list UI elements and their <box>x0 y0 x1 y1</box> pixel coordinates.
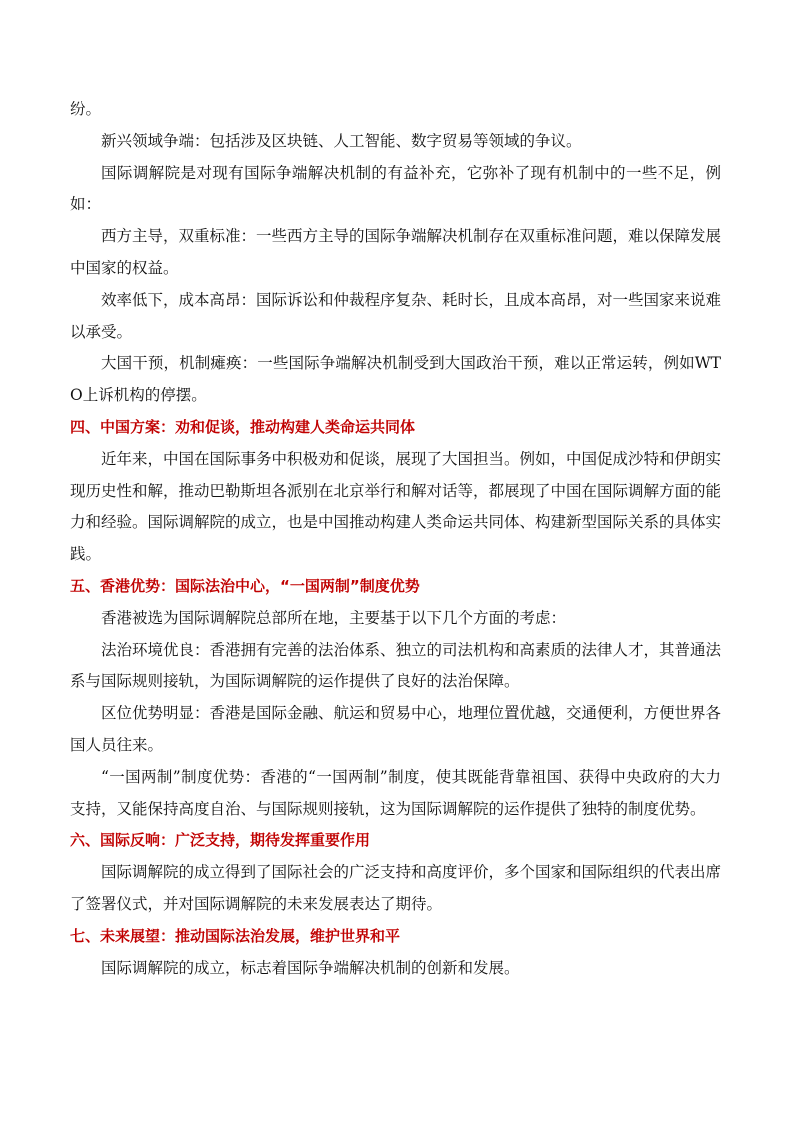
section-heading-5: 五、香港优势：国际法治中心，“一国两制”制度优势 <box>70 576 420 595</box>
section-heading-7: 七、未来展望：推动国际法治发展，维护世界和平 <box>70 926 401 945</box>
paragraph-interference: 大国干预，机制瘫痪：一些国际争端解决机制受到大国政治干预，难以正常运转，例如WTO上诉机构的停摆。 <box>70 354 721 405</box>
paragraph-international-response: 国际调解院的成立得到了国际社会的广泛支持和高度评价，多个国家和国际组织的代表出席了签署仪式，并对国际调解院的未来发展表达了期待。 <box>70 863 722 913</box>
paragraph-one-country-two-systems: “一国两制”制度优势：香港的“一国两制”制度，使其既能背靠祖国、获得中央政府的大力支持，又能保持高度自治、与国际规则接轨，这为国际调解院的运作提供了独特的制度优势。 <box>70 767 721 818</box>
paragraph-future-outlook: 国际调解院的成立，标志着国际争端解决机制的创新和发展。 <box>101 958 520 977</box>
paragraph-supplement: 国际调解院是对现有国际争端解决机制的有益补充，它弥补了现有机制中的一些不足，例如： <box>70 163 721 214</box>
document-page <box>70 94 721 984</box>
section-heading-6: 六、国际反响：广泛支持，期待发挥重要作用 <box>70 831 371 850</box>
paragraph-western-dominance: 西方主导，双重标准：一些西方主导的国际争端解决机制存在双重标准问题，难以保障发展中国家的权益。 <box>70 227 722 277</box>
paragraph-new-fields: 新兴领域争端：包括涉及区块链、人工智能、数字贸易等领域的争议。 <box>101 131 582 150</box>
paragraph-continuation: 纷。 <box>70 100 102 118</box>
paragraph-hk-intro: 香港被选为国际调解院总部所在地，主要基于以下几个方面的考虑： <box>101 608 567 627</box>
paragraph-rule-of-law: 法治环境优良：香港拥有完善的法治体系、独立的司法机构和高素质的法律人才，其普通法系与国际规则接轨，为国际调解院的运作提供了良好的法治保障。 <box>70 640 722 691</box>
paragraph-china-solution: 近年来，中国在国际事务中积极劝和促谈，展现了大国担当。例如，中国促成沙特和伊朗实现历史性和解，推动巴勒斯坦各派别在北京举行和解对话等，都展现了中国在国际调解方面的能力和经验。国际调解院的成立，也是中国推动构建人类命运共同体、构建新型国际关系的具体实践。 <box>70 449 722 564</box>
paragraph-efficiency: 效率低下，成本高昂：国际诉讼和仲裁程序复杂、耗时长，且成本高昂，对一些国家来说难以承受。 <box>70 290 722 341</box>
section-heading-4: 四、中国方案：劝和促谈，推动构建人类命运共同体 <box>70 417 416 436</box>
paragraph-location: 区位优势明显：香港是国际金融、航运和贸易中心，地理位置优越，交通便利，方便世界各国人员往来。 <box>70 704 722 754</box>
